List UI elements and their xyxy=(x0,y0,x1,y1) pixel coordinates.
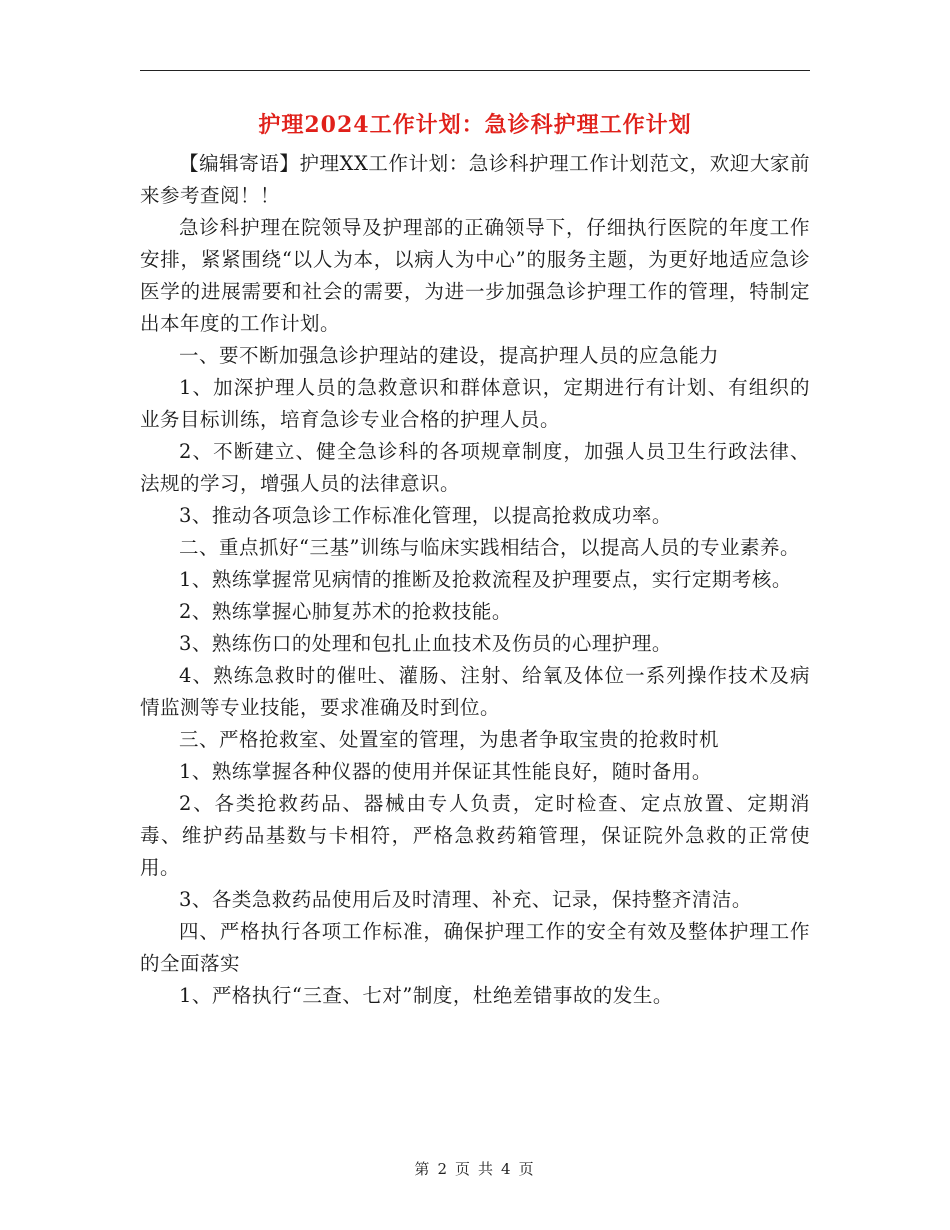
paragraph: 3、各类急救药品使用后及时清理、补充、记录，保持整齐清洁。 xyxy=(179,888,752,911)
page-current: 2 xyxy=(437,1160,449,1178)
paragraph: 2、各类抢救药品、器械由专人负责，定时检查、定点放置、定期消毒、维护药品基数与卡相符，严格急救药箱管理，保证院外急救的正常使用。 xyxy=(140,792,810,879)
paragraph: 1、熟练掌握各种仪器的使用并保证其性能良好，随时备用。 xyxy=(179,760,712,783)
paragraph-editor-note: 【编辑寄语】护理XX工作计划：急诊科护理工作计划范文，欢迎大家前来参考查阅！！ xyxy=(140,152,810,207)
section-heading-3: 三、严格抢救室、处置室的管理，为患者争取宝贵的抢救时机 xyxy=(179,728,720,751)
paragraph: 1、加深护理人员的急救意识和群体意识，定期进行有计划、有组织的业务目标训练，培育急诊专业合格的护理人员。 xyxy=(140,376,810,431)
footer-label-ye2: 页 xyxy=(518,1160,536,1178)
page-footer xyxy=(0,1158,950,1179)
paragraph: 3、熟练伤口的处理和包扎止血技术及伤员的心理护理。 xyxy=(179,632,672,655)
footer-label-gong: 共 xyxy=(478,1160,496,1178)
page-total: 4 xyxy=(501,1160,513,1178)
document-body xyxy=(140,148,810,1012)
paragraph: 2、不断建立、健全急诊科的各项规章制度，加强人员卫生行政法律、法规的学习，增强人员的法律意识。 xyxy=(140,440,810,495)
section-heading-4: 四、严格执行各项工作标准，确保护理工作的安全有效及整体护理工作的全面落实 xyxy=(140,920,810,975)
paragraph: 4、熟练急救时的催吐、灌肠、注射、给氧及体位一系列操作技术及病情监测等专业技能，要求准确及时到位。 xyxy=(140,664,810,719)
paragraph: 3、推动各项急诊工作标准化管理，以提高抢救成功率。 xyxy=(179,504,672,527)
paragraph: 1、严格执行“三查、七对”制度，杜绝差错事故的发生。 xyxy=(179,984,673,1007)
section-heading-2: 二、重点抓好“三基”训练与临床实践相结合，以提高人员的专业素养。 xyxy=(179,536,800,559)
footer-label-di: 第 xyxy=(414,1160,432,1178)
footer-label-ye: 页 xyxy=(454,1160,472,1178)
paragraph: 2、熟练掌握心肺复苏术的抢救技能。 xyxy=(179,600,512,623)
header-rule xyxy=(140,70,810,71)
paragraph-intro: 急诊科护理在院领导及护理部的正确领导下，仔细执行医院的年度工作安排，紧紧围绕“以人为本，以病人为中心”的服务主题，为更好地适应急诊医学的进展需要和社会的需要，为进一步加强急诊护理工作的管理，特制定出本年度的工作计划。 xyxy=(140,216,810,335)
paragraph: 1、熟练掌握常见病情的推断及抢救流程及护理要点，实行定期考核。 xyxy=(179,568,792,591)
section-heading-1: 一、要不断加强急诊护理站的建设，提高护理人员的应急能力 xyxy=(179,344,720,367)
document-title: 护理2024工作计划：急诊科护理工作计划 xyxy=(258,112,692,138)
